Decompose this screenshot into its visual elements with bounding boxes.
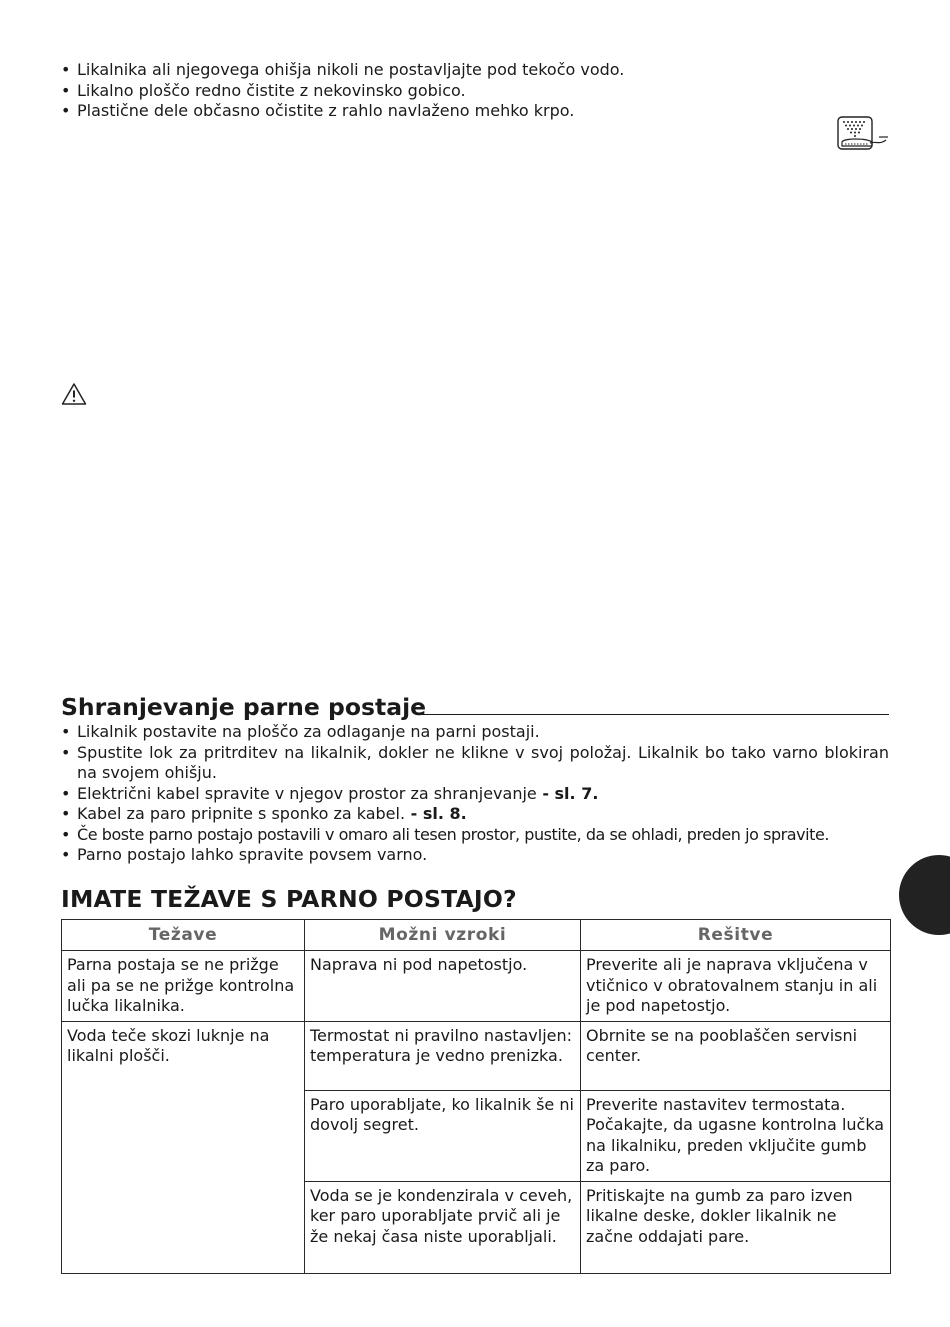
table-row bbox=[62, 951, 891, 1022]
list-item: • Kabel za paro pripnite s sponko za kabel. - sl. 8. bbox=[61, 804, 889, 825]
column-header-causes: Možni vzroki bbox=[305, 920, 581, 951]
heading-rule bbox=[419, 714, 889, 715]
list-item: • Plastične dele občasno očistite z rahlo navlaženo mehko krpo. bbox=[61, 101, 701, 122]
section-heading-storage: Shranjevanje parne postaje bbox=[61, 693, 427, 721]
warning-triangle-icon bbox=[61, 382, 87, 406]
figure-reference: - sl. 8. bbox=[405, 804, 467, 823]
cause-cell: Termostat ni pravilno nastavljen: temperatura je vedno prenizka. bbox=[305, 1021, 581, 1090]
chapter-tab-marker bbox=[899, 855, 950, 935]
list-item: • Če boste parno postajo postavili v omaro ali tesen prostor, pustite, da se ohladi, preden jo spravite. bbox=[61, 825, 889, 846]
list-item: • Parno postajo lahko spravite povsem varno. bbox=[61, 845, 889, 866]
solution-cell: Obrnite se na pooblaščen servisni center. bbox=[581, 1021, 891, 1090]
cause-cell: Naprava ni pod napetostjo. bbox=[305, 951, 581, 1022]
solution-cell: Preverite ali je naprava vključena v vtičnico v obratovalnem stanju in ali je pod napetostjo. bbox=[581, 951, 891, 1022]
table-row bbox=[62, 1021, 891, 1090]
list-item: • Likalnika ali njegovega ohišja nikoli ne postavljajte pod tekočo vodo. bbox=[61, 60, 701, 81]
list-item: • Spustite lok za pritrditev na likalnik, dokler ne klikne v svoj položaj. Likalnik bo tako varno blokiran na svojem ohišju. bbox=[61, 743, 889, 784]
figure-reference: - sl. 7. bbox=[536, 783, 599, 803]
solution-cell: Preverite nastavitev termostata. Počakajte, da ugasne kontrolna lučka na likalniku, preden vključite gumb za paro. bbox=[581, 1090, 891, 1181]
column-header-solutions: Rešitve bbox=[581, 920, 891, 951]
iron-soleplate-icon bbox=[836, 115, 890, 153]
list-item: • Električni kabel spravite v njegov prostor za shranjevanje - sl. 7. bbox=[61, 784, 889, 805]
problem-cell: Voda teče skozi luknje na likalni plošči. bbox=[62, 1021, 305, 1273]
list-item: • Likalno ploščo redno čistite z nekovinsko gobico. bbox=[61, 81, 701, 102]
troubleshooting-table bbox=[61, 919, 891, 1274]
storage-list bbox=[61, 722, 889, 866]
section-heading-troubleshooting: IMATE TEŽAVE S PARNO POSTAJO? bbox=[61, 885, 517, 913]
cleaning-list bbox=[61, 60, 701, 122]
list-item: • Likalnik postavite na ploščo za odlaganje na parni postaji. bbox=[61, 722, 889, 743]
solution-cell: Pritiskajte na gumb za paro izven likalne deske, dokler likalnik ne začne oddajati pare. bbox=[581, 1181, 891, 1273]
cause-cell: Voda se je kondenzirala v ceveh, ker paro uporabljate prvič ali je že nekaj časa niste uporabljali. bbox=[305, 1181, 581, 1273]
column-header-problems: Težave bbox=[62, 920, 305, 951]
problem-cell: Parna postaja se ne prižge ali pa se ne prižge kontrolna lučka likalnika. bbox=[62, 951, 305, 1022]
table-header-row bbox=[62, 920, 891, 951]
cause-cell: Paro uporabljate, ko likalnik še ni dovolj segret. bbox=[305, 1090, 581, 1181]
